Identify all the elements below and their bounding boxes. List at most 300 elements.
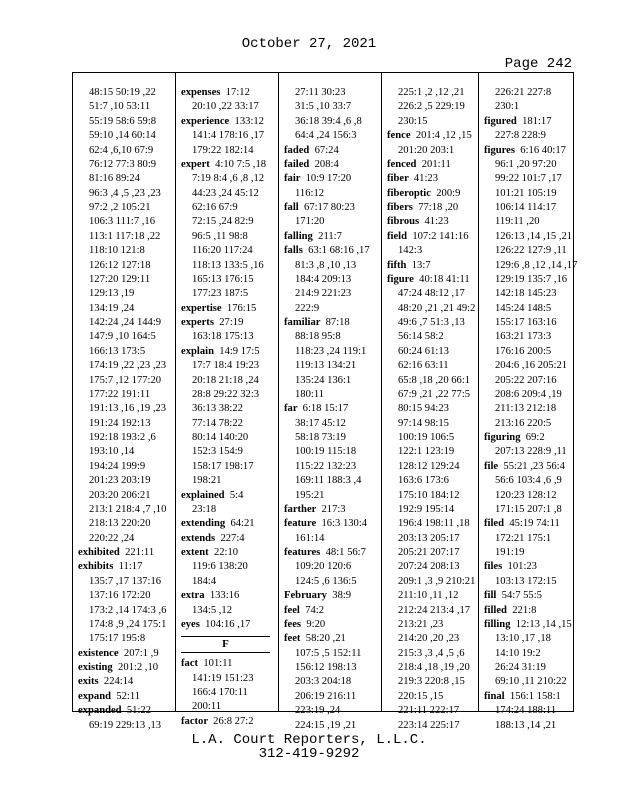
page-line-refs: 63:1 68:16 ,17 (308, 245, 370, 257)
page-line-refs: 134:5 ,12 (192, 604, 233, 616)
index-term: expenses (181, 87, 221, 98)
index-entry (387, 172, 478, 186)
page-line-refs: 220:22 ,24 (89, 532, 135, 544)
page-line-refs: 58:20 ,21 (305, 633, 346, 645)
page-line-refs: 74:2 (305, 604, 325, 616)
index-entry (181, 489, 278, 503)
page-line-refs: 26:24 31:19 (495, 662, 546, 673)
page-line-refs: 48:20 ,21 ,21 49:2 (398, 302, 476, 314)
page-line-refs: 54:7 55:5 (501, 590, 542, 602)
page-line-refs: 165:13 176:15 (192, 273, 254, 285)
page-line-refs: 17:7 18:4 19:23 (192, 360, 260, 372)
index-term: exhibited (78, 547, 120, 558)
page-line-refs: 47:24 48:12 ,17 (398, 288, 465, 300)
page-line-refs: 201:11 (421, 158, 451, 170)
index-term: exhibits (78, 561, 114, 573)
page-line-refs: 52:11 (116, 690, 141, 702)
index-term: figured (484, 115, 517, 127)
index-term: fill (484, 590, 497, 602)
index-entry (78, 675, 175, 689)
page-line-refs: 126:13 ,14 ,15 ,21 (495, 230, 573, 242)
index-entry (181, 546, 278, 560)
page-line-refs: 213:16 220:5 (495, 417, 552, 429)
page-line-refs: 203:3 204:18 (295, 676, 352, 688)
index-term: far (284, 403, 298, 415)
page-line-refs: 116:20 117:24 (192, 245, 253, 257)
page-line-refs: 181:17 (522, 115, 552, 127)
page-line-refs: 6:18 15:17 (302, 403, 349, 415)
index-term: extra (181, 590, 205, 602)
index-entry (181, 589, 278, 603)
index-entry (284, 589, 381, 603)
page-line-refs: 176:16 200:5 (495, 345, 552, 357)
index-entry (284, 158, 381, 172)
page-line-refs: 11:17 (118, 561, 143, 573)
page-line-refs: 67:17 80:23 (304, 202, 355, 213)
page-line-refs: 62:16 67:9 (192, 202, 238, 213)
page-line-refs: 208:4 (314, 158, 339, 170)
page-line-refs: 171:20 (295, 216, 325, 228)
page-line-refs: 109:20 120:6 (295, 561, 352, 573)
page-line-refs: 205:21 207:17 (398, 547, 460, 558)
page-line-refs: 23:18 (192, 503, 217, 515)
page-line-refs: 69:10 ,11 210:22 (495, 676, 567, 688)
page-line-refs: 227:8 228:9 (495, 130, 546, 142)
page-line-refs: 27:11 30:23 (295, 87, 346, 98)
page-line-refs: 14:9 17:5 (219, 345, 260, 357)
index-term: February (284, 590, 327, 602)
index-entry (284, 618, 381, 632)
page-line-refs: 120:23 128:12 (495, 489, 557, 501)
page-line-refs: 107:5 ,5 152:11 (295, 647, 362, 659)
page-line-refs: 207:24 208:13 (398, 561, 460, 573)
index-entry (484, 460, 573, 474)
page-line-refs: 119:6 138:20 (192, 561, 248, 573)
page-line-refs: 158:17 198:17 (192, 460, 254, 472)
index-entry (484, 560, 573, 574)
page-line-refs: 129:6 ,8 ,12 ,14 ,17 (495, 259, 578, 271)
page-line-refs: 218:4 ,18 ,19 ,20 (398, 662, 470, 673)
index-term: falling (284, 230, 313, 242)
page-line-refs: 6:16 40:17 (520, 144, 566, 156)
page-line-refs: 192:9 195:14 (398, 503, 455, 515)
index-term: eyes (181, 618, 200, 630)
index-term: fence (387, 130, 411, 142)
page-line-refs: 10:9 17:20 (305, 173, 352, 185)
index-term: features (284, 547, 321, 558)
page-line-refs: 101:11 (203, 658, 233, 670)
page-line-refs: 191:24 192:13 (89, 417, 151, 429)
index-term: filled (484, 604, 507, 616)
page-line-refs: 17:12 (225, 87, 250, 98)
page-line-refs: 152:3 154:9 (192, 446, 243, 458)
page-line-refs: 142:24 ,24 144:9 (89, 317, 162, 328)
index-entry (181, 618, 278, 632)
page-line-refs: 230:1 (495, 101, 520, 113)
page-line-refs: 96:5 ,11 98:8 (192, 230, 248, 242)
index-term: existing (78, 662, 113, 673)
page-line-refs: 163:21 173:3 (495, 331, 552, 343)
page-line-refs: 191:19 (495, 547, 525, 558)
index-entry (78, 647, 175, 661)
page-line-refs: 31:5 ,10 33:7 (295, 101, 352, 113)
page-line-refs: 137:16 172:20 (89, 590, 151, 602)
page-line-refs: 51:22 (126, 705, 152, 717)
page-line-refs: 126:12 127:18 (89, 259, 151, 271)
index-term: falls (284, 245, 303, 257)
page-line-refs: 77:18 ,20 (418, 202, 459, 213)
page-line-refs: 118:23 ,24 119:1 (295, 345, 367, 357)
page-line-refs: 99:22 101:7 ,17 (495, 173, 562, 185)
index-term: figures (484, 144, 515, 156)
page-line-refs: 135:7 ,17 137:16 (89, 575, 162, 587)
page-line-refs: 177:23 187:5 (192, 288, 249, 300)
page-line-refs: 155:17 163:16 (495, 317, 557, 328)
page-line-refs: 206:19 216:11 (295, 690, 357, 702)
page-line-refs: 116:12 (295, 187, 325, 199)
page-line-refs: 201:23 203:19 (89, 475, 151, 487)
page-line-refs: 44:23 ,24 45:12 (192, 187, 259, 199)
index-term: final (484, 690, 505, 702)
page-line-refs: 22:10 (213, 547, 239, 558)
index-term: expert (181, 158, 210, 170)
page-line-refs: 97:14 98:15 (398, 417, 449, 429)
page-line-refs: 176:15 (226, 302, 257, 314)
page-line-refs: 106:14 114:17 (495, 202, 557, 213)
court-reporter-phone: 312-419-9292 (258, 746, 360, 762)
index-entry (484, 618, 573, 632)
index-term: extends (181, 532, 216, 544)
index-entry (284, 632, 381, 646)
index-entry (284, 503, 381, 517)
index-term: explained (181, 489, 225, 501)
page-line-refs: 7:19 8:4 ,6 ,8 ,12 (192, 173, 265, 185)
index-entry (484, 144, 573, 158)
page-line-refs: 100:19 106:5 (398, 432, 455, 443)
page-line-refs: 208:6 209:4 ,19 (495, 388, 562, 400)
page-line-refs: 207:13 228:9 ,11 (495, 446, 567, 458)
page-line-refs: 133:16 (209, 590, 240, 602)
page-line-refs: 141:19 151:23 (192, 672, 254, 684)
index-term: fifth (387, 259, 407, 271)
page-line-refs: 69:19 229:13 ,13 (89, 719, 162, 731)
index-column-5 (478, 73, 578, 731)
index-entry (284, 172, 381, 186)
index-entry (387, 201, 478, 215)
page-line-refs: 103:13 172:15 (495, 575, 557, 587)
index-column-3 (278, 73, 381, 731)
page-line-refs: 58:18 73:19 (295, 432, 346, 443)
index-term: fiberoptic (387, 187, 431, 199)
index-entry (484, 604, 573, 618)
index-term: fact (181, 658, 199, 670)
index-entry (181, 158, 278, 172)
index-term: fall (284, 202, 299, 213)
index-entry (387, 129, 478, 143)
page-line-refs: 76:12 77:3 80:9 (89, 158, 157, 170)
page-line-refs: 174:24 188:11 (495, 705, 557, 717)
page-line-refs: 87:18 (325, 317, 350, 328)
page-line-refs: 60:24 61:13 (398, 345, 449, 357)
index-term: faded (284, 144, 310, 156)
index-term: feel (284, 604, 300, 616)
page-line-refs: 67:24 (314, 144, 339, 156)
page-line-refs: 16:3 130:4 (321, 518, 368, 530)
index-entry (484, 690, 573, 704)
index-entry (284, 201, 381, 215)
index-entry (78, 661, 175, 675)
index-entry (78, 704, 175, 718)
page-line-refs: 211:10 ,11 ,12 (398, 590, 459, 602)
page-line-refs: 175:10 184:12 (398, 489, 460, 501)
page-line-refs: 191:13 ,16 ,19 ,23 (89, 403, 167, 415)
index-entry (284, 316, 381, 330)
page-line-refs: 192:18 193:2 ,6 (89, 432, 156, 443)
page-line-refs: 88:18 95:8 (295, 331, 341, 343)
page-line-refs: 118:10 121:8 (89, 245, 145, 257)
page-line-refs: 100:19 115:18 (295, 446, 357, 458)
page-line-refs: 49:6 ,7 51:3 ,13 (398, 317, 465, 328)
section-letter: F (181, 636, 270, 653)
index-term: figuring (484, 432, 521, 443)
index-term: fibers (387, 202, 413, 213)
page-line-refs: 201:4 ,12 ,15 (415, 130, 472, 142)
index-entry (484, 517, 573, 531)
page-line-refs: 129:19 135:7 ,16 (495, 273, 568, 285)
page-line-refs: 161:14 (295, 532, 325, 544)
page-line-refs: 96:1 ,20 97:20 (495, 158, 557, 170)
page-line-refs: 166:4 170:11 (192, 687, 248, 698)
page-line-refs: 20:18 21:18 ,24 (192, 374, 259, 386)
page-line-refs: 27:19 (219, 317, 244, 328)
page-line-refs: 194:24 199:9 (89, 460, 146, 472)
page-line-refs: 126:22 127:9 ,11 (495, 245, 567, 257)
page-line-refs: 134:19 ,24 (89, 302, 135, 314)
page-line-refs: 211:7 (318, 230, 342, 242)
index-term: feature (284, 518, 317, 530)
page-line-refs: 115:22 132:23 (295, 460, 357, 472)
page-line-refs: 147:9 ,10 164:5 (89, 331, 156, 343)
page-line-refs: 180:11 (295, 388, 325, 400)
page-line-refs: 203:20 206:21 (89, 489, 151, 501)
page-line-refs: 172:21 175:1 (495, 532, 552, 544)
page-line-refs: 67:9 ,21 ,22 77:5 (398, 388, 471, 400)
page-line-refs: 9:20 (306, 618, 326, 630)
page-line-refs: 101:21 105:19 (495, 187, 557, 199)
page-line-refs: 227:4 (220, 532, 245, 544)
page-line-refs: 81:3 ,8 ,10 ,13 (295, 259, 357, 271)
page-line-refs: 36:18 39:4 ,6 ,8 (295, 115, 362, 127)
index-term: factor (181, 715, 208, 727)
index-entry (78, 546, 175, 560)
index-term: experts (181, 317, 214, 328)
index-entry (387, 187, 478, 201)
page-line-refs: 214:20 ,20 ,23 (398, 633, 460, 645)
index-term: fenced (387, 158, 417, 170)
page-line-refs: 72:15 ,24 82:9 (192, 216, 254, 228)
page-line-refs: 218:13 220:20 (89, 518, 151, 530)
page-line-refs: 62:16 63:11 (398, 360, 449, 372)
page-line-refs: 80:14 140:20 (192, 432, 249, 443)
page-line-refs: 118:13 133:5 ,16 (192, 259, 264, 271)
page-line-refs: 56:6 103:4 ,6 ,9 (495, 475, 562, 487)
page-line-refs: 184:4 (192, 575, 217, 587)
page-line-refs: 77:14 78:22 (192, 417, 243, 429)
page-line-refs: 12:13 ,14 ,15 (515, 618, 572, 630)
index-entry (181, 517, 278, 531)
page-line-refs: 62:4 ,6,10 67:9 (89, 144, 154, 156)
page-line-refs: 184:4 209:13 (295, 273, 352, 285)
page-line-refs: 133:12 (234, 115, 264, 127)
page-line-refs: 48:15 50:19 ,22 (89, 87, 156, 98)
page-line-refs: 128:12 129:24 (398, 460, 460, 472)
page-line-refs: 97:2 ,2 105:21 (89, 202, 151, 213)
index-entry (484, 115, 573, 129)
page-line-refs: 122:1 123:19 (398, 446, 455, 458)
page-line-refs: 141:4 178:16 ,17 (192, 130, 265, 142)
page-line-refs: 14:10 19:2 (495, 647, 541, 659)
page-line-refs: 188:13 ,14 ,21 (495, 719, 557, 731)
page-line-refs: 59:10 ,14 60:14 (89, 130, 156, 142)
index-entry (284, 244, 381, 258)
page-line-refs: 193:10 ,14 (89, 446, 135, 458)
index-entry (284, 546, 381, 560)
page-line-refs: 213:1 218:4 ,7 ,10 (89, 503, 167, 515)
index-column-2 (175, 73, 278, 727)
index-entry (284, 402, 381, 416)
index-entry (387, 158, 478, 172)
page-line-refs: 96:3 ,4 ,5 ,23 ,23 (89, 187, 161, 199)
page-line-refs: 142:18 145:23 (495, 288, 557, 300)
page-line-refs: 135:24 136:1 (295, 374, 352, 386)
index-entry (387, 273, 478, 287)
index-term: field (387, 230, 408, 242)
index-term: file (484, 460, 499, 472)
index-entry (181, 115, 278, 129)
page-line-refs: 13:10 ,17 ,18 (495, 633, 551, 645)
index-term: figure (387, 273, 414, 285)
page-line-refs: 201:20 203:1 (398, 144, 455, 156)
page-number: Page 242 (504, 56, 572, 72)
page-line-refs: 224:15 ,19 ,21 (295, 719, 357, 731)
index-term: fibrous (387, 216, 420, 228)
index-term: extending (181, 518, 226, 530)
page-line-refs: 215:3 ,3 ,4 ,5 ,6 (398, 647, 465, 659)
index-entry (181, 345, 278, 359)
page-line-refs: 173:2 ,14 174:3 ,6 (89, 604, 167, 616)
index-term: extent (181, 547, 209, 558)
page-line-refs: 175:7 ,12 177:20 (89, 374, 162, 386)
page-line-refs: 106:3 111:7 ,16 (89, 216, 156, 228)
page-line-refs: 56:14 58:2 (398, 331, 444, 343)
page-line-refs: 124:5 ,6 136:5 (295, 575, 357, 587)
page-line-refs: 119:13 134:21 (295, 360, 357, 372)
index-term: exits (78, 676, 99, 688)
page-line-refs: 163:6 173:6 (398, 475, 449, 487)
index-term: familiar (284, 317, 321, 328)
index-term: explain (181, 345, 214, 357)
page-line-refs: 211:13 212:18 (495, 403, 557, 415)
index-entry (284, 517, 381, 531)
index-term: fiber (387, 173, 409, 185)
page-line-refs: 203:13 205:17 (398, 532, 460, 544)
index-entry (181, 316, 278, 330)
index-entry (387, 215, 478, 229)
page-line-refs: 224:14 (103, 676, 134, 688)
page-line-refs: 142:3 (398, 245, 423, 257)
page-line-refs: 198:21 (192, 475, 222, 487)
page-line-refs: 101:23 (507, 561, 537, 573)
page-line-refs: 179:22 182:14 (192, 144, 254, 156)
page-line-refs: 171:15 207:1 ,8 (495, 503, 562, 515)
index-entry (387, 230, 478, 244)
page-line-refs: 41:23 (424, 216, 449, 228)
index-term: failed (284, 158, 310, 170)
index-term: expanded (78, 705, 122, 717)
page-line-refs: 5:4 (229, 489, 244, 501)
page-line-refs: 64:21 (230, 518, 255, 530)
index-entry (78, 690, 175, 704)
page-line-refs: 205:22 207:16 (495, 374, 557, 386)
index-term: fair (284, 173, 301, 185)
page-line-refs: 209:1 ,3 ,9 210:21 (398, 575, 476, 587)
page-line-refs: 113:1 117:18 ,22 (89, 230, 161, 242)
page-line-refs: 107:2 141:16 (412, 230, 469, 242)
page-line-refs: 81:16 89:24 (89, 173, 140, 185)
page-line-refs: 166:13 173:5 (89, 345, 146, 357)
page-line-refs: 40:18 41:11 (419, 273, 470, 285)
page-line-refs: 174:19 ,22 ,23 ,23 (89, 360, 167, 372)
page-line-refs: 174:8 ,9 ,24 175:1 (89, 618, 167, 630)
page-line-refs: 223:14 225:17 (398, 719, 460, 731)
page-line-refs: 175:17 195:8 (89, 633, 146, 645)
page-line-refs: 221:11 222:17 (398, 705, 460, 717)
page-line-refs: 207:1 ,9 (123, 647, 159, 659)
page-line-refs: 223:19 ,24 (295, 705, 341, 717)
page-line-refs: 129:13 ,19 (89, 288, 135, 300)
page-line-refs: 219:3 220:8 ,15 (398, 676, 465, 688)
index-column-4 (381, 73, 478, 731)
index-entry (484, 431, 573, 445)
page-line-refs: 145:24 148:5 (495, 302, 552, 314)
index-column-1 (73, 73, 175, 731)
page-line-refs: 221:8 (512, 604, 537, 616)
page-line-refs: 212:24 213:4 ,17 (398, 604, 471, 616)
page-line-refs: 214:9 221:23 (295, 288, 352, 300)
index-term: experience (181, 115, 230, 127)
index-term: farther (284, 503, 317, 515)
page-line-refs: 55:21 ,23 56:4 (503, 460, 565, 472)
page-line-refs: 20:10 ,22 33:17 (192, 101, 259, 113)
index-term: filling (484, 618, 511, 630)
page-line-refs: 36:13 38:22 (192, 403, 243, 415)
index-term: expertise (181, 302, 222, 314)
page-line-refs: 225:1 ,2 ,12 ,21 (398, 87, 465, 98)
page-line-refs: 48:1 56:7 (325, 547, 366, 558)
index-entry (181, 86, 278, 100)
page-line-refs: 204:6 ,16 205:21 (495, 360, 568, 372)
page-line-refs: 195:21 (295, 489, 325, 501)
page-line-refs: 177:22 191:11 (89, 388, 151, 400)
index-entry (181, 532, 278, 546)
index-entry (484, 589, 573, 603)
index-entry (181, 657, 278, 671)
index-entry (284, 604, 381, 618)
page-line-refs: 200:11 (192, 701, 222, 713)
index-entry (284, 144, 381, 158)
page-line-refs: 226:2 ,5 229:19 (398, 101, 465, 113)
page-line-refs: 55:19 58:6 59:8 (89, 115, 157, 127)
